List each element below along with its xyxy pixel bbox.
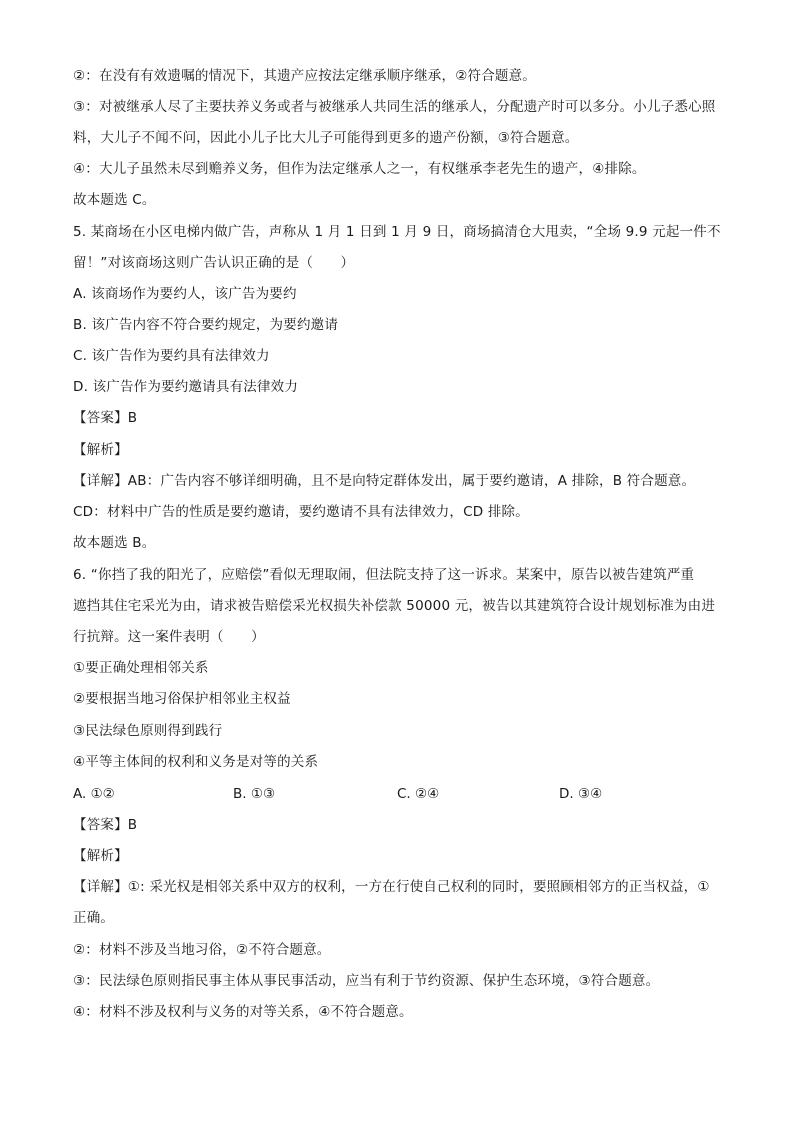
analysis-line-2: ②：在没有有效遗嘱的情况下，其遗产应按法定继承顺序继承，②符合题意。 [73, 68, 537, 84]
q5-detail-ab: 【详解】AB：广告内容不够详细明确，且不是向特定群体发出，属于要约邀请，A 排除，B 符合题意。 [73, 473, 696, 489]
q6-item-1: ①要正确处理相邻关系 [73, 660, 209, 676]
q5-detail-cd: CD：材料中广告的性质是要约邀请，要约邀请不具有法律效力，CD 排除。 [73, 504, 529, 520]
q6-detail-4: ④：材料不涉及权利与义务的对等关系，④不符合题意。 [73, 1004, 413, 1020]
analysis-line-3b: 料，大儿子不闻不问，因此小儿子比大儿子可能得到更多的遗产份额，③符合题意。 [73, 130, 579, 146]
q6-item-3: ③民法绿色原则得到践行 [73, 723, 223, 739]
q5-option-d: D. 该广告作为要约邀请具有法律效力 [73, 379, 299, 395]
q5-option-b: B. 该广告内容不符合要约规定，为要约邀请 [73, 317, 339, 333]
q5-conclusion: 故本题选 B。 [73, 535, 156, 551]
q6-option-c: C. ②④ [397, 786, 440, 802]
q5-stem-line-2: 留！”对该商场这则广告认识正确的是（ ） [73, 255, 355, 271]
q6-option-d: D. ③④ [559, 786, 603, 802]
q6-detail-1a: 【详解】①: 采光权是相邻关系中双方的权利，一方在行使自己权利的同时，要照顾相邻方的正当权益，① [73, 879, 710, 895]
q5-option-a: A. 该商场作为要约人，该广告为要约 [73, 286, 297, 302]
analysis-line-4: ④：大儿子虽然未尽到赡养义务，但作为法定继承人之一，有权继承李老先生的遗产，④排除。 [73, 161, 646, 177]
q6-option-b: B. ①③ [233, 786, 276, 802]
q6-item-2: ②要根据当地习俗保护相邻业主权益 [73, 691, 291, 707]
q6-detail-1b: 正确。 [73, 910, 115, 926]
q6-answer: 【答案】B [73, 817, 138, 833]
q6-stem-line-2: 遮挡其住宅采光为由，请求被告赔偿采光权损失补偿款 50000 元，被告以其建筑符合设计规划标准为由进 [73, 598, 716, 614]
q6-stem-line-1: 6. “你挡了我的阳光了，应赔偿”看似无理取闹，但法院支持了这一诉求。某案中，原告以被告建筑严重 [73, 567, 695, 583]
q5-answer: 【答案】B [73, 410, 138, 426]
analysis-line-3a: ③：对被继承人尽了主要扶养义务或者与被继承人共同生活的继承人，分配遗产时可以多分。小儿子悉心照 [73, 99, 716, 115]
q5-option-c: C. 该广告作为要约具有法律效力 [73, 348, 270, 364]
q6-item-4: ④平等主体间的权利和义务是对等的关系 [73, 754, 319, 770]
q6-analysis-heading: 【解析】 [73, 848, 128, 864]
q5-stem-line-1: 5. 某商场在小区电梯内做广告，声称从 1 月 1 日到 1 月 9 日，商场搞清仓大甩卖，“全场 9.9 元起一件不 [73, 224, 721, 240]
q6-stem-line-3: 行抗辩。这一案件表明（ ） [73, 629, 265, 645]
q4-conclusion: 故本题选 C。 [73, 192, 156, 208]
q6-detail-2: ②：材料不涉及当地习俗，②不符合题意。 [73, 942, 331, 958]
q6-option-a: A. ①② [73, 786, 115, 802]
q6-detail-3: ③：民法绿色原则指民事主体从事民事活动，应当有利于节约资源、保护生态环境，③符合题意。 [73, 973, 660, 989]
q5-analysis-heading: 【解析】 [73, 442, 128, 458]
